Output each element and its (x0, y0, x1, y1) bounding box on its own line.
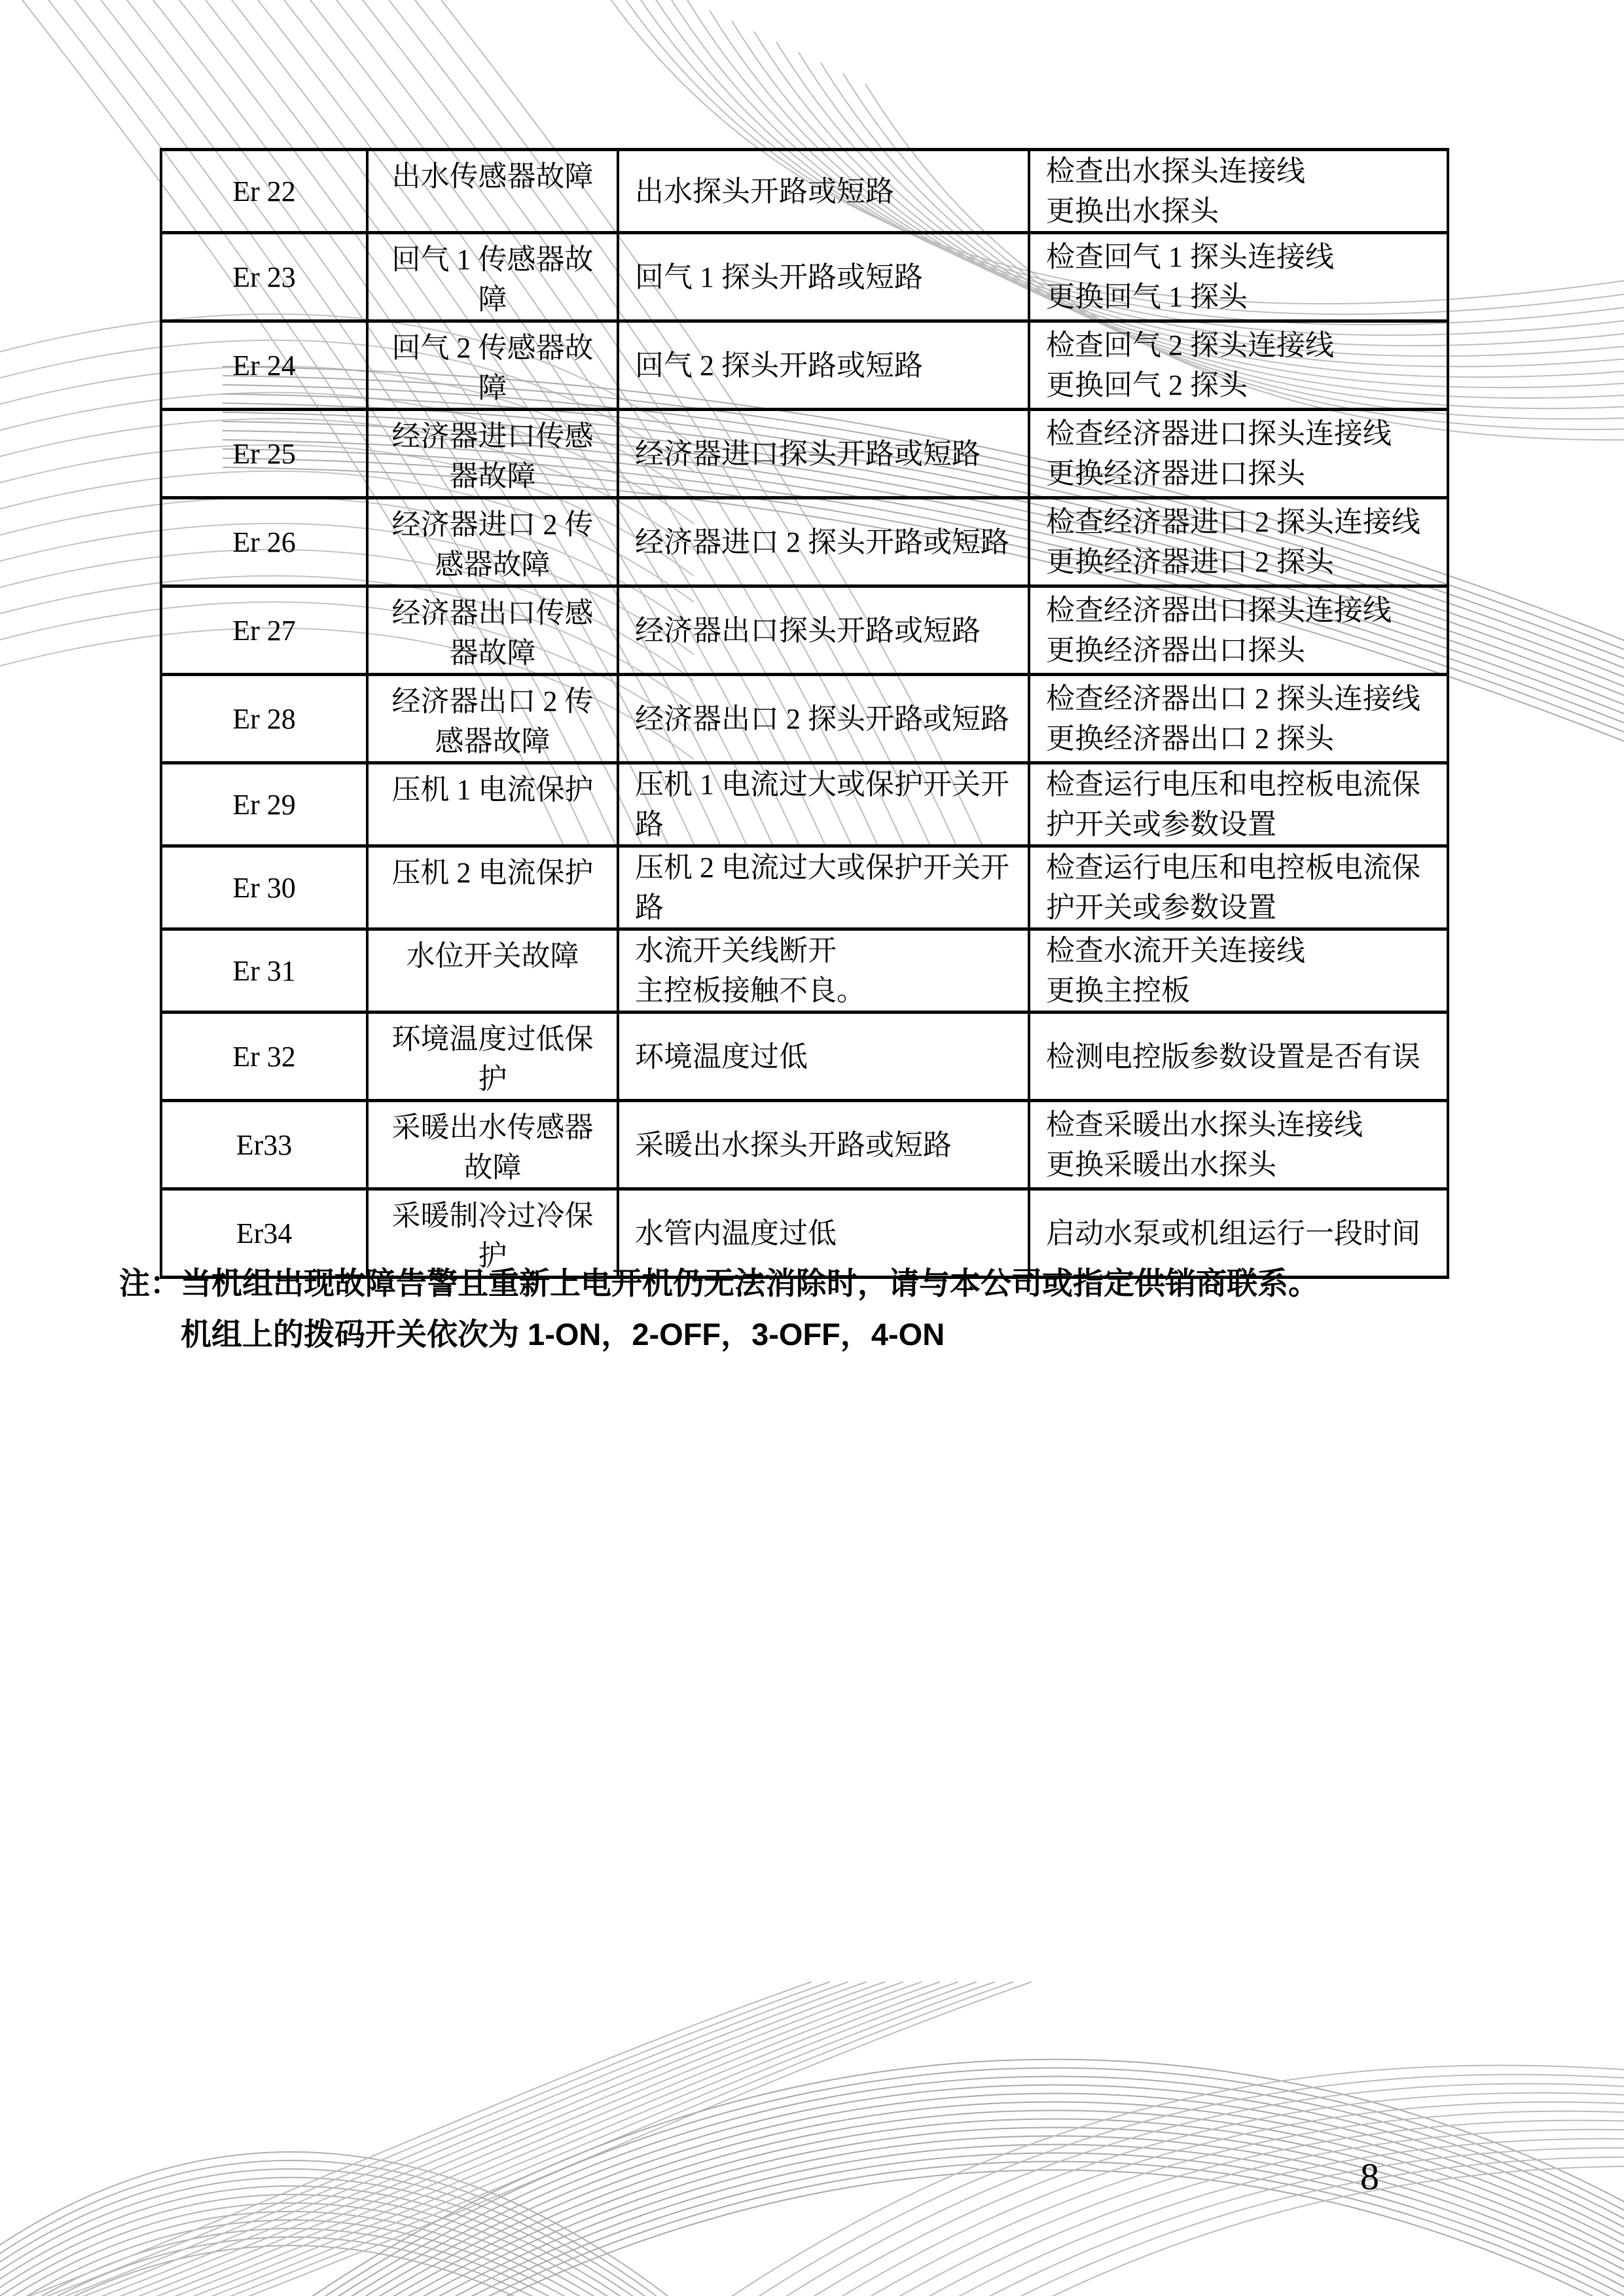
fault-cell (367, 233, 618, 321)
table-body (161, 150, 1448, 1278)
table-row (161, 410, 1448, 498)
cell-line: 主控板接触不良。 (635, 975, 865, 1007)
table-row (161, 233, 1448, 321)
cell-line: 护 (478, 1240, 507, 1272)
cell-line: 环境温度过低 (635, 1040, 808, 1073)
fault-cell (367, 929, 618, 1013)
solution-cell (1029, 1101, 1448, 1189)
cell-line: 更换经济器进口探头 (1046, 457, 1305, 490)
error-code-cell (161, 1101, 367, 1189)
solution-cell (1029, 846, 1448, 929)
cell-line: 护 (478, 1063, 507, 1095)
table-row (161, 586, 1448, 675)
error-code-cell (161, 846, 367, 929)
fault-cell (367, 321, 618, 410)
cell-line: Er 27 (232, 614, 296, 647)
cell-line: 检查经济器进口 2 探头连接线 (1046, 506, 1420, 538)
cause-cell (618, 929, 1029, 1013)
error-code-cell (161, 929, 367, 1013)
cell-line: 经济器进口 2 探头开路或短路 (635, 526, 1009, 558)
cell-line: Er33 (236, 1128, 293, 1161)
cell-line: 经济器出口探头开路或短路 (635, 614, 981, 647)
cause-cell (618, 321, 1029, 410)
error-code-table (160, 148, 1449, 1279)
cell-line: 回气 1 探头开路或短路 (635, 260, 923, 293)
cell-line: 器故障 (449, 460, 536, 492)
cell-line: 经济器进口探头开路或短路 (635, 437, 981, 470)
cause-cell (618, 410, 1029, 498)
fault-cell (367, 1101, 618, 1189)
cause-cell (618, 763, 1029, 846)
cause-cell (618, 233, 1029, 321)
fault-cell (367, 498, 618, 586)
cell-line: 更换经济器出口探头 (1046, 634, 1305, 666)
error-code-cell (161, 586, 367, 675)
cell-line: 检查运行电压和电控板电流保 (1046, 852, 1420, 884)
solution-cell (1029, 586, 1448, 675)
cell-line: 更换回气 1 探头 (1046, 281, 1248, 313)
error-code-cell (161, 675, 367, 763)
table-row (161, 846, 1448, 929)
solution-cell (1029, 1013, 1448, 1101)
note-line-1: 当机组出现故障告警且重新上电开机仍无法消除时，请与本公司或指定供销商联系。 (181, 1266, 1319, 1300)
solution-cell (1029, 150, 1448, 233)
cell-line: 压机 2 电流保护 (391, 857, 594, 889)
note-label: 注： (119, 1266, 181, 1300)
cell-line: Er34 (236, 1217, 293, 1249)
solution-cell (1029, 233, 1448, 321)
cell-line: Er 22 (232, 175, 296, 207)
fault-cell (367, 1013, 618, 1101)
cell-line: 更换主控板 (1046, 975, 1190, 1007)
cell-line: Er 29 (232, 788, 296, 821)
fault-cell (367, 150, 618, 233)
cell-line: 故障 (463, 1151, 522, 1183)
note-line-2: 机组上的拨码开关依次为 1-ON，2-OFF，3-OFF，4-ON (181, 1317, 945, 1352)
cell-line: 路 (635, 891, 664, 924)
cell-line: 水管内温度过低 (635, 1217, 837, 1249)
cell-line: 检查出水探头连接线 (1046, 155, 1305, 187)
cell-line: 出水探头开路或短路 (635, 175, 894, 207)
table-row (161, 763, 1448, 846)
error-code-cell (161, 410, 367, 498)
cell-line: 更换经济器出口 2 探头 (1046, 723, 1334, 755)
cell-line: 启动水泵或机组运行一段时间 (1046, 1217, 1420, 1249)
cell-line: 检测电控版参数设置是否有误 (1046, 1040, 1420, 1073)
solution-cell (1029, 929, 1448, 1013)
cell-line: 护开关或参数设置 (1046, 808, 1276, 840)
cell-line: 回气 2 探头开路或短路 (635, 349, 923, 382)
fault-cell (367, 846, 618, 929)
fault-cell (367, 586, 618, 675)
table-row (161, 1013, 1448, 1101)
solution-cell (1029, 498, 1448, 586)
cell-line: 采暖制冷过冷保 (391, 1200, 594, 1232)
cause-cell (618, 675, 1029, 763)
cell-line: Er 25 (232, 437, 296, 470)
cause-cell (618, 586, 1029, 675)
bottom-guilloche-decoration (0, 1956, 1624, 2296)
cell-line: 检查采暖出水探头连接线 (1046, 1109, 1363, 1141)
cell-line: 采暖出水探头开路或短路 (635, 1128, 952, 1161)
note-lines (181, 1258, 1319, 1360)
cell-line: 回气 2 传感器故 (391, 332, 594, 364)
cell-line: 检查经济器进口探头连接线 (1046, 418, 1392, 450)
cell-line: 检查经济器出口探头连接线 (1046, 594, 1392, 626)
cell-line: 感器故障 (435, 725, 550, 757)
cell-line: 护开关或参数设置 (1046, 891, 1276, 924)
fault-cell (367, 675, 618, 763)
cell-line: Er 30 (232, 871, 296, 904)
cell-line: 采暖出水传感器 (391, 1111, 594, 1143)
cell-line: 检查经济器出口 2 探头连接线 (1046, 683, 1420, 715)
error-code-cell (161, 763, 367, 846)
table-row (161, 321, 1448, 410)
cell-line: Er 31 (232, 954, 296, 987)
cell-line: 环境温度过低保 (391, 1023, 594, 1055)
cause-cell (618, 846, 1029, 929)
error-code-cell (161, 1013, 367, 1101)
table-row (161, 675, 1448, 763)
table-row (161, 1101, 1448, 1189)
cell-line: 检查水流开关连接线 (1046, 935, 1305, 967)
table-row (161, 150, 1448, 233)
solution-cell (1029, 321, 1448, 410)
cause-cell (618, 498, 1029, 586)
cell-line: 回气 1 传感器故 (391, 243, 594, 276)
cell-line: 检查运行电压和电控板电流保 (1046, 768, 1420, 800)
solution-cell (1029, 763, 1448, 846)
cell-line: 更换回气 2 探头 (1046, 369, 1248, 401)
cell-line: 经济器进口 2 传 (391, 509, 594, 541)
cell-line: 压机 1 电流保护 (391, 774, 594, 806)
error-code-cell (161, 321, 367, 410)
cell-line: 水流开关线断开 (635, 935, 837, 967)
error-code-cell (161, 233, 367, 321)
cell-line: Er 28 (232, 702, 296, 735)
cell-line: 水位开关故障 (406, 940, 579, 972)
table-row (161, 498, 1448, 586)
cell-line: 经济器出口 2 传 (391, 685, 594, 717)
cell-line: 器故障 (449, 637, 536, 669)
solution-cell (1029, 675, 1448, 763)
cell-line: 出水传感器故障 (391, 160, 594, 192)
fault-cell (367, 763, 618, 846)
note (119, 1258, 1319, 1360)
cell-line: 压机 2 电流过大或保护开关开 (635, 852, 1009, 884)
cell-line: Er 23 (232, 260, 296, 293)
solution-cell (1029, 410, 1448, 498)
cell-line: 感器故障 (435, 548, 550, 581)
cell-line: 经济器出口传感 (391, 597, 594, 629)
cell-line: 压机 1 电流过大或保护开关开 (635, 768, 1009, 800)
cell-line: Er 24 (232, 349, 296, 382)
cell-line: 障 (478, 283, 507, 315)
cell-line: 经济器出口 2 探头开路或短路 (635, 702, 1009, 735)
cell-line: 更换采暖出水探头 (1046, 1149, 1276, 1181)
cell-line: Er 26 (232, 526, 296, 558)
page-number: 8 (1360, 2155, 1379, 2198)
cause-cell (618, 1013, 1029, 1101)
cell-line: Er 32 (232, 1040, 296, 1073)
cell-line: 更换经济器进口 2 探头 (1046, 546, 1334, 578)
cell-line: 障 (478, 372, 507, 404)
cell-line: 更换出水探头 (1046, 195, 1219, 227)
error-code-cell (161, 498, 367, 586)
error-code-cell (161, 150, 367, 233)
cell-line: 路 (635, 808, 664, 840)
cause-cell (618, 1101, 1029, 1189)
table-row (161, 929, 1448, 1013)
cell-line: 检查回气 1 探头连接线 (1046, 241, 1334, 273)
cell-line: 检查回气 2 探头连接线 (1046, 329, 1334, 361)
cause-cell (618, 150, 1029, 233)
fault-cell (367, 410, 618, 498)
cell-line: 经济器进口传感 (391, 420, 594, 452)
